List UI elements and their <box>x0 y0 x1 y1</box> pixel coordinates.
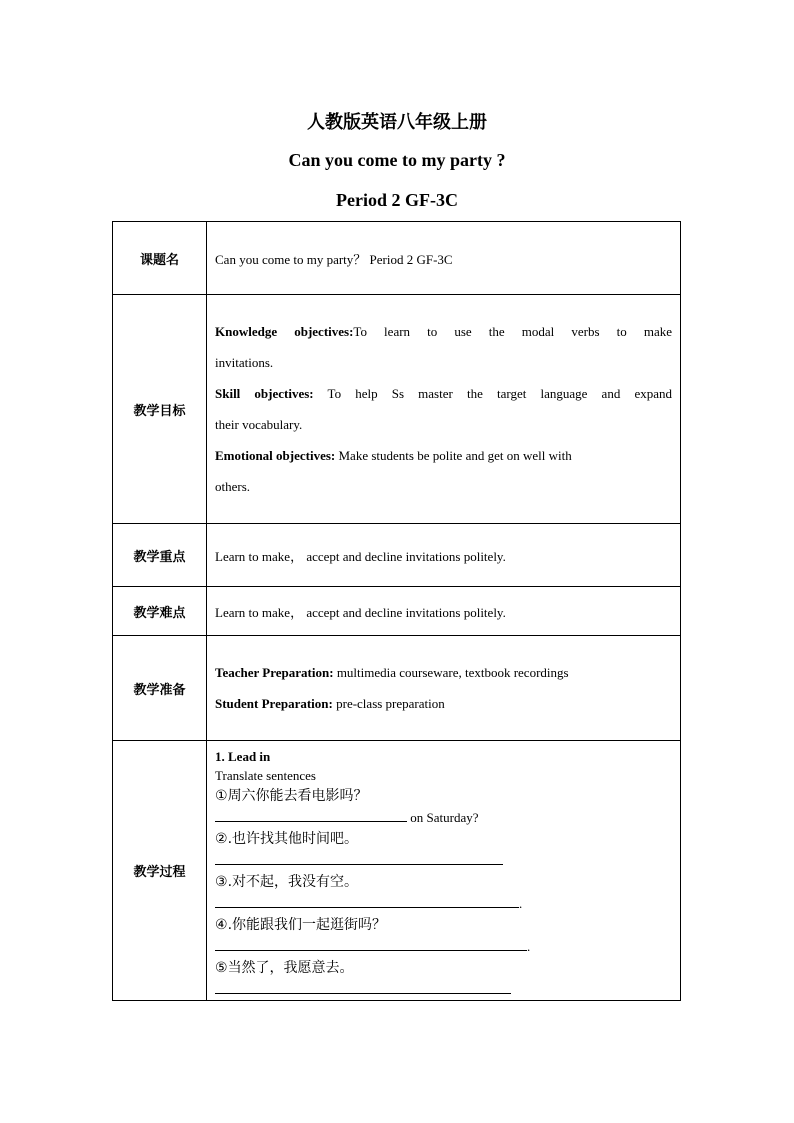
item-3-tail: . <box>519 896 523 911</box>
teacher-prep-line <box>215 657 672 688</box>
item-1-question <box>215 785 672 807</box>
difficulties-text: Learn to make， accept and decline invitations politely. <box>207 587 681 636</box>
label-difficulties: 教学难点 <box>113 587 207 636</box>
item-1-blank[interactable] <box>215 807 407 822</box>
item-3-question <box>215 871 672 893</box>
row-topic <box>113 222 681 295</box>
label-preparation: 教学准备 <box>113 636 207 741</box>
period-title: Period 2 GF-3C <box>336 190 458 210</box>
lesson-plan-table <box>112 221 681 1001</box>
knowledge-label: Knowledge objectives: <box>215 324 354 339</box>
item-4-num: ④ <box>215 917 228 933</box>
document-title: 人教版英语八年级上册 <box>307 112 487 133</box>
emotional-label: Emotional objectives: <box>215 448 336 463</box>
item-4-question <box>215 914 672 936</box>
item-2-num: ② <box>215 831 228 847</box>
emotional-text-2: others. <box>215 479 251 494</box>
item-4-cn: .你能跟我们一起逛街吗？ <box>227 917 387 933</box>
label-key-points: 教学重点 <box>113 524 207 587</box>
item-2-blank[interactable] <box>215 850 503 865</box>
row-goals <box>113 295 681 524</box>
item-1-num: ① <box>215 788 228 804</box>
label-topic: 课题名 <box>113 222 207 295</box>
item-3-num: ③ <box>215 874 228 890</box>
item-5-blank[interactable] <box>215 979 511 994</box>
process-content <box>207 741 681 1001</box>
step-heading-text: 1. Lead in <box>215 749 271 764</box>
item-5-answer-line <box>215 979 672 1000</box>
row-difficulties <box>113 587 681 636</box>
instruction-text: Translate sentences <box>215 768 316 783</box>
item-2-answer-line <box>215 850 672 871</box>
step-heading <box>215 746 672 767</box>
item-4-answer-line <box>215 936 672 957</box>
knowledge-line <box>215 316 672 347</box>
item-3-blank[interactable] <box>215 893 519 908</box>
skill-text-2: their vocabulary. <box>215 417 303 432</box>
item-5-num: ⑤ <box>215 960 228 976</box>
student-prep-line <box>215 688 672 719</box>
skill-line <box>215 378 672 409</box>
item-5-question <box>215 957 672 979</box>
knowledge-text-1: To learn to use the modal verbs to make <box>353 324 672 339</box>
row-preparation <box>113 636 681 741</box>
item-3-answer-line <box>215 893 672 914</box>
item-4-tail: . <box>527 939 531 954</box>
skill-label: Skill objectives: <box>215 386 314 401</box>
goals-content <box>207 295 681 524</box>
item-1-cn: 周六你能去看电影吗？ <box>227 788 368 804</box>
preparation-content <box>207 636 681 741</box>
knowledge-text-2: invitations. <box>215 355 274 370</box>
lesson-title: Can you come to my party ? <box>288 150 506 170</box>
row-process <box>113 741 681 1001</box>
item-4-blank[interactable] <box>215 936 527 951</box>
teacher-prep-text: multimedia courseware, textbook recordings <box>333 665 569 680</box>
item-3-cn: .对不起，我没有空。 <box>227 874 359 890</box>
item-1-answer-line <box>215 807 672 828</box>
skill-text-1: To help Ss master the target language and expand <box>313 386 672 401</box>
label-goals: 教学目标 <box>113 295 207 524</box>
emotional-text-1: Make students be polite and get on well with <box>335 448 572 463</box>
label-process: 教学过程 <box>113 741 207 1001</box>
teacher-prep-label: Teacher Preparation: <box>215 665 334 680</box>
emotional-line <box>215 440 672 471</box>
student-prep-label: Student Preparation: <box>215 696 333 711</box>
row-key-points <box>113 524 681 587</box>
item-2-question <box>215 828 672 850</box>
student-prep-text: pre-class preparation <box>332 696 445 711</box>
key-points-text: Learn to make， accept and decline invitations politely. <box>207 524 681 587</box>
item-1-tail: on Saturday? <box>407 810 479 825</box>
item-2-cn: .也许找其他时间吧。 <box>227 831 359 847</box>
item-5-cn: 当然了，我愿意去。 <box>227 960 354 976</box>
topic-text: Can you come to my party？ Period 2 GF-3C <box>207 222 681 295</box>
